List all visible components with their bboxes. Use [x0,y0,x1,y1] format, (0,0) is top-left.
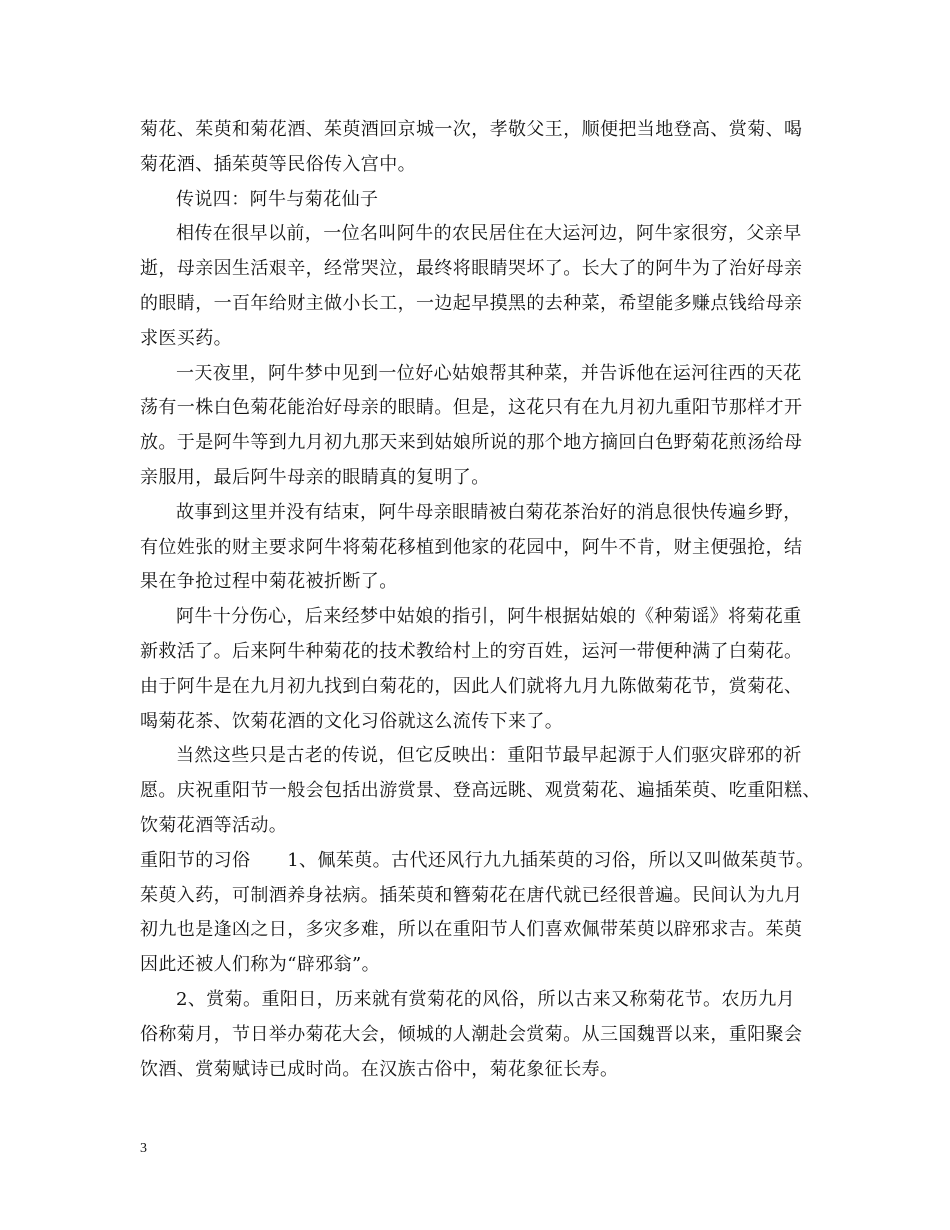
text-line: 初九也是逢凶之日，多灾多难，所以在重阳节人们喜欢佩带茱萸以辟邪求吉。茱萸 [140,919,803,941]
page-number: 3 [140,1141,147,1156]
text-line: 菊花酒、插茱萸等民俗传入宫中。 [140,153,416,175]
text-line: 相传在很早以前，一位名叫阿牛的农民居住在大运河边，阿牛家很穷，父亲早 [176,223,802,245]
text-line: 一天夜里，阿牛梦中见到一位好心姑娘帮其种菜，并告诉他在运河往西的天花 [176,362,802,384]
text-line: 果在争抢过程中菊花被折断了。 [140,571,398,593]
document-body [140,113,840,1087]
text-line: 俗称菊月，节日举办菊花大会，倾城的人潮赴会赏菊。从三国魏晋以来，重阳聚会 [140,1023,803,1045]
text-line: 2、赏菊。重阳日，历来就有赏菊花的风俗，所以古来又称菊花节。农历九月 [176,988,796,1010]
text-line: 饮菊花酒等活动。 [140,814,288,836]
text-line: 菊花、茱萸和菊花酒、茱萸酒回京城一次，孝敬父王，顺便把当地登高、赏菊、喝 [140,119,803,140]
text-line: 阿牛十分伤心，后来经梦中姑娘的指引，阿牛根据姑娘的《种菊谣》将菊花重 [176,606,802,628]
text-line: 求医买药。 [140,327,232,349]
text-line: 传说四：阿牛与菊花仙子 [176,188,379,210]
text-line: 的眼睛，一百年给财主做小长工，一边起早摸黑的去种菜，希望能多赚点钱给母亲 [140,292,803,314]
text-line: 故事到这里并没有结束，阿牛母亲眼睛被白菊花茶治好的消息很快传遍乡野， [176,501,802,523]
text-line: 因此还被人们称为“辟邪翁”。 [140,954,381,976]
text-line: 新救活了。后来阿牛种菊花的技术教给村上的穷百姓，运河一带便种满了白菊花。 [140,640,803,662]
text-line: 亲服用，最后阿牛母亲的眼睛真的复明了。 [140,466,490,488]
text-line: 愿。庆祝重阳节一般会包括出游赏景、登高远眺、观赏菊花、遍插茱萸、吃重阳糕、 [140,780,821,802]
text-line: 饮酒、赏菊赋诗已成时尚。在汉族古俗中，菊花象征长寿。 [140,1058,619,1080]
text-line: 当然这些只是古老的传说，但它反映出：重阳节最早起源于人们驱灾辟邪的祈 [176,745,802,767]
text-line: 荡有一株白色菊花能治好母亲的眼睛。但是，这花只有在九月初九重阳节那样才开 [140,397,803,419]
text-line: 喝菊花茶、饮菊花酒的文化习俗就这么流传下来了。 [140,710,564,732]
text-line: 逝，母亲因生活艰辛，经常哭泣，最终将眼睛哭坏了。长大了的阿牛为了治好母亲 [140,258,803,280]
text-line: 放。于是阿牛等到九月初九那天来到姑娘所说的那个地方摘回白色野菊花煎汤给母 [140,432,803,454]
text-line: 重阳节的习俗 1、佩茱萸。古代还风行九九插茱萸的习俗，所以又叫做茱萸节。 [140,849,815,871]
body-text [140,113,840,1087]
text-line: 茱萸入药，可制酒养身祛病。插茱萸和簪菊花在唐代就已经很普遍。民间认为九月 [140,884,803,906]
text-line: 有位姓张的财主要求阿牛将菊花移植到他家的花园中，阿牛不肯，财主便强抢，结 [140,536,803,558]
text-line: 由于阿牛是在九月初九找到白菊花的，因此人们就将九月九陈做菊花节，赏菊花、 [140,675,803,697]
